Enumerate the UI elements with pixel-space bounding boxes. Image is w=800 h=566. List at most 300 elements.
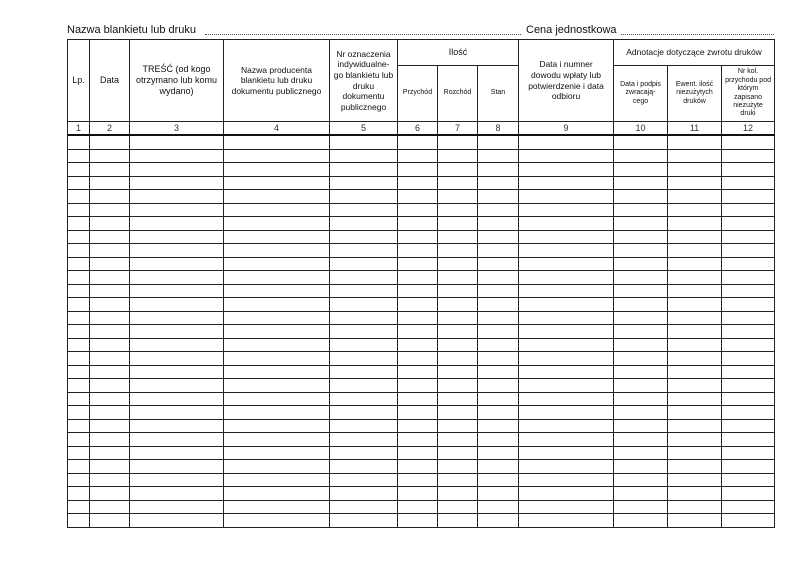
- table-cell[interactable]: [614, 149, 668, 163]
- table-cell[interactable]: [130, 284, 224, 298]
- table-cell[interactable]: [668, 433, 722, 447]
- table-cell[interactable]: [330, 514, 398, 528]
- table-cell[interactable]: [398, 433, 438, 447]
- table-cell[interactable]: [130, 217, 224, 231]
- table-cell[interactable]: [519, 433, 614, 447]
- table-cell[interactable]: [68, 406, 90, 420]
- table-cell[interactable]: [722, 392, 775, 406]
- table-cell[interactable]: [398, 338, 438, 352]
- table-cell[interactable]: [614, 244, 668, 258]
- table-cell[interactable]: [224, 257, 330, 271]
- table-cell[interactable]: [722, 149, 775, 163]
- table-cell[interactable]: [668, 203, 722, 217]
- table-cell[interactable]: [90, 244, 130, 258]
- table-cell[interactable]: [519, 149, 614, 163]
- table-cell[interactable]: [614, 176, 668, 190]
- table-cell[interactable]: [438, 392, 478, 406]
- table-cell[interactable]: [438, 446, 478, 460]
- table-cell[interactable]: [398, 135, 438, 149]
- table-cell[interactable]: [438, 257, 478, 271]
- table-cell[interactable]: [478, 352, 519, 366]
- table-cell[interactable]: [398, 352, 438, 366]
- table-cell[interactable]: [668, 338, 722, 352]
- table-cell[interactable]: [68, 203, 90, 217]
- table-cell[interactable]: [68, 149, 90, 163]
- table-cell[interactable]: [614, 135, 668, 149]
- table-cell[interactable]: [224, 298, 330, 312]
- table-cell[interactable]: [519, 163, 614, 177]
- table-cell[interactable]: [668, 217, 722, 231]
- table-cell[interactable]: [438, 433, 478, 447]
- table-cell[interactable]: [519, 514, 614, 528]
- table-cell[interactable]: [90, 500, 130, 514]
- table-cell[interactable]: [722, 298, 775, 312]
- table-cell[interactable]: [478, 244, 519, 258]
- table-cell[interactable]: [668, 500, 722, 514]
- table-cell[interactable]: [438, 298, 478, 312]
- table-cell[interactable]: [722, 325, 775, 339]
- table-cell[interactable]: [722, 487, 775, 501]
- table-cell[interactable]: [398, 500, 438, 514]
- table-cell[interactable]: [330, 176, 398, 190]
- table-cell[interactable]: [722, 473, 775, 487]
- table-cell[interactable]: [478, 500, 519, 514]
- table-cell[interactable]: [614, 446, 668, 460]
- table-cell[interactable]: [668, 460, 722, 474]
- table-cell[interactable]: [478, 446, 519, 460]
- table-cell[interactable]: [224, 379, 330, 393]
- table-cell[interactable]: [330, 446, 398, 460]
- table-cell[interactable]: [130, 460, 224, 474]
- table-cell[interactable]: [519, 284, 614, 298]
- table-cell[interactable]: [68, 271, 90, 285]
- table-cell[interactable]: [90, 176, 130, 190]
- table-cell[interactable]: [68, 176, 90, 190]
- table-cell[interactable]: [668, 446, 722, 460]
- table-cell[interactable]: [478, 298, 519, 312]
- table-cell[interactable]: [130, 176, 224, 190]
- table-cell[interactable]: [224, 514, 330, 528]
- table-cell[interactable]: [614, 352, 668, 366]
- table-cell[interactable]: [224, 203, 330, 217]
- table-cell[interactable]: [519, 135, 614, 149]
- table-cell[interactable]: [668, 473, 722, 487]
- table-cell[interactable]: [330, 284, 398, 298]
- table-cell[interactable]: [478, 217, 519, 231]
- table-cell[interactable]: [519, 406, 614, 420]
- table-cell[interactable]: [398, 190, 438, 204]
- table-cell[interactable]: [478, 149, 519, 163]
- table-cell[interactable]: [614, 460, 668, 474]
- table-cell[interactable]: [68, 325, 90, 339]
- table-cell[interactable]: [90, 352, 130, 366]
- table-cell[interactable]: [330, 298, 398, 312]
- table-cell[interactable]: [478, 257, 519, 271]
- table-cell[interactable]: [330, 419, 398, 433]
- table-cell[interactable]: [478, 203, 519, 217]
- table-cell[interactable]: [614, 419, 668, 433]
- table-cell[interactable]: [519, 419, 614, 433]
- table-cell[interactable]: [224, 190, 330, 204]
- table-cell[interactable]: [130, 473, 224, 487]
- table-cell[interactable]: [722, 352, 775, 366]
- table-cell[interactable]: [68, 163, 90, 177]
- table-cell[interactable]: [478, 406, 519, 420]
- table-cell[interactable]: [722, 514, 775, 528]
- table-cell[interactable]: [330, 392, 398, 406]
- table-cell[interactable]: [130, 311, 224, 325]
- table-cell[interactable]: [668, 419, 722, 433]
- table-cell[interactable]: [519, 271, 614, 285]
- table-cell[interactable]: [614, 500, 668, 514]
- table-cell[interactable]: [90, 203, 130, 217]
- table-cell[interactable]: [224, 406, 330, 420]
- table-cell[interactable]: [224, 473, 330, 487]
- table-cell[interactable]: [398, 487, 438, 501]
- table-cell[interactable]: [90, 149, 130, 163]
- table-cell[interactable]: [668, 406, 722, 420]
- table-cell[interactable]: [438, 244, 478, 258]
- table-cell[interactable]: [68, 135, 90, 149]
- table-cell[interactable]: [68, 500, 90, 514]
- table-cell[interactable]: [438, 473, 478, 487]
- table-cell[interactable]: [90, 135, 130, 149]
- table-cell[interactable]: [478, 163, 519, 177]
- table-cell[interactable]: [722, 271, 775, 285]
- table-cell[interactable]: [438, 311, 478, 325]
- table-cell[interactable]: [519, 392, 614, 406]
- table-cell[interactable]: [398, 514, 438, 528]
- table-cell[interactable]: [438, 135, 478, 149]
- table-cell[interactable]: [438, 176, 478, 190]
- table-cell[interactable]: [438, 514, 478, 528]
- table-cell[interactable]: [224, 392, 330, 406]
- table-cell[interactable]: [668, 163, 722, 177]
- table-cell[interactable]: [668, 230, 722, 244]
- table-cell[interactable]: [478, 514, 519, 528]
- table-cell[interactable]: [90, 406, 130, 420]
- table-cell[interactable]: [90, 217, 130, 231]
- table-cell[interactable]: [722, 433, 775, 447]
- table-cell[interactable]: [130, 257, 224, 271]
- table-cell[interactable]: [130, 338, 224, 352]
- table-cell[interactable]: [614, 284, 668, 298]
- table-cell[interactable]: [68, 217, 90, 231]
- table-cell[interactable]: [722, 460, 775, 474]
- table-cell[interactable]: [438, 325, 478, 339]
- table-cell[interactable]: [130, 325, 224, 339]
- table-cell[interactable]: [398, 176, 438, 190]
- table-cell[interactable]: [130, 433, 224, 447]
- table-cell[interactable]: [438, 203, 478, 217]
- table-cell[interactable]: [398, 460, 438, 474]
- table-cell[interactable]: [330, 311, 398, 325]
- table-cell[interactable]: [519, 446, 614, 460]
- table-cell[interactable]: [398, 149, 438, 163]
- table-cell[interactable]: [224, 244, 330, 258]
- table-cell[interactable]: [519, 203, 614, 217]
- table-cell[interactable]: [438, 352, 478, 366]
- table-cell[interactable]: [224, 487, 330, 501]
- table-cell[interactable]: [614, 473, 668, 487]
- table-cell[interactable]: [614, 190, 668, 204]
- table-cell[interactable]: [398, 257, 438, 271]
- table-cell[interactable]: [330, 244, 398, 258]
- table-cell[interactable]: [614, 217, 668, 231]
- table-cell[interactable]: [614, 203, 668, 217]
- table-cell[interactable]: [668, 284, 722, 298]
- table-cell[interactable]: [668, 149, 722, 163]
- table-cell[interactable]: [68, 433, 90, 447]
- table-cell[interactable]: [330, 352, 398, 366]
- table-cell[interactable]: [90, 419, 130, 433]
- table-cell[interactable]: [668, 352, 722, 366]
- table-cell[interactable]: [224, 135, 330, 149]
- table-cell[interactable]: [130, 446, 224, 460]
- table-cell[interactable]: [224, 176, 330, 190]
- table-cell[interactable]: [68, 487, 90, 501]
- table-cell[interactable]: [398, 230, 438, 244]
- table-cell[interactable]: [68, 190, 90, 204]
- table-cell[interactable]: [330, 406, 398, 420]
- table-cell[interactable]: [330, 460, 398, 474]
- table-cell[interactable]: [398, 203, 438, 217]
- table-cell[interactable]: [90, 473, 130, 487]
- table-cell[interactable]: [668, 487, 722, 501]
- table-cell[interactable]: [130, 230, 224, 244]
- table-cell[interactable]: [478, 271, 519, 285]
- table-cell[interactable]: [722, 217, 775, 231]
- table-cell[interactable]: [519, 244, 614, 258]
- table-cell[interactable]: [668, 176, 722, 190]
- table-cell[interactable]: [330, 365, 398, 379]
- table-cell[interactable]: [130, 190, 224, 204]
- table-cell[interactable]: [130, 514, 224, 528]
- table-cell[interactable]: [224, 311, 330, 325]
- table-cell[interactable]: [478, 379, 519, 393]
- table-cell[interactable]: [224, 460, 330, 474]
- table-cell[interactable]: [398, 284, 438, 298]
- table-cell[interactable]: [519, 338, 614, 352]
- table-cell[interactable]: [90, 446, 130, 460]
- table-cell[interactable]: [90, 433, 130, 447]
- table-cell[interactable]: [68, 365, 90, 379]
- table-cell[interactable]: [130, 149, 224, 163]
- table-cell[interactable]: [438, 271, 478, 285]
- table-cell[interactable]: [519, 257, 614, 271]
- table-cell[interactable]: [438, 406, 478, 420]
- table-cell[interactable]: [224, 419, 330, 433]
- table-cell[interactable]: [478, 338, 519, 352]
- table-cell[interactable]: [224, 446, 330, 460]
- table-cell[interactable]: [130, 365, 224, 379]
- table-cell[interactable]: [614, 271, 668, 285]
- table-cell[interactable]: [90, 298, 130, 312]
- table-cell[interactable]: [224, 325, 330, 339]
- table-cell[interactable]: [224, 271, 330, 285]
- table-cell[interactable]: [90, 311, 130, 325]
- table-cell[interactable]: [130, 135, 224, 149]
- table-cell[interactable]: [519, 311, 614, 325]
- table-cell[interactable]: [68, 284, 90, 298]
- table-cell[interactable]: [224, 365, 330, 379]
- table-cell[interactable]: [68, 514, 90, 528]
- table-cell[interactable]: [90, 487, 130, 501]
- table-cell[interactable]: [224, 149, 330, 163]
- table-cell[interactable]: [398, 446, 438, 460]
- table-cell[interactable]: [90, 271, 130, 285]
- table-cell[interactable]: [519, 217, 614, 231]
- table-cell[interactable]: [330, 271, 398, 285]
- table-cell[interactable]: [90, 379, 130, 393]
- table-cell[interactable]: [130, 244, 224, 258]
- table-cell[interactable]: [668, 257, 722, 271]
- table-cell[interactable]: [614, 338, 668, 352]
- table-cell[interactable]: [438, 230, 478, 244]
- table-cell[interactable]: [438, 284, 478, 298]
- table-cell[interactable]: [722, 135, 775, 149]
- table-cell[interactable]: [668, 298, 722, 312]
- table-cell[interactable]: [722, 203, 775, 217]
- table-cell[interactable]: [722, 176, 775, 190]
- table-cell[interactable]: [478, 190, 519, 204]
- table-cell[interactable]: [330, 135, 398, 149]
- table-cell[interactable]: [478, 392, 519, 406]
- table-cell[interactable]: [90, 190, 130, 204]
- table-cell[interactable]: [519, 365, 614, 379]
- table-cell[interactable]: [330, 230, 398, 244]
- table-cell[interactable]: [722, 379, 775, 393]
- table-cell[interactable]: [722, 311, 775, 325]
- table-cell[interactable]: [130, 500, 224, 514]
- table-cell[interactable]: [90, 338, 130, 352]
- table-cell[interactable]: [614, 163, 668, 177]
- table-cell[interactable]: [330, 433, 398, 447]
- table-cell[interactable]: [478, 135, 519, 149]
- table-cell[interactable]: [68, 244, 90, 258]
- table-cell[interactable]: [68, 473, 90, 487]
- table-cell[interactable]: [398, 392, 438, 406]
- table-cell[interactable]: [68, 446, 90, 460]
- table-cell[interactable]: [438, 379, 478, 393]
- table-cell[interactable]: [614, 257, 668, 271]
- table-cell[interactable]: [330, 163, 398, 177]
- table-cell[interactable]: [224, 163, 330, 177]
- table-cell[interactable]: [722, 419, 775, 433]
- table-cell[interactable]: [330, 379, 398, 393]
- table-cell[interactable]: [90, 284, 130, 298]
- table-cell[interactable]: [438, 500, 478, 514]
- table-cell[interactable]: [438, 338, 478, 352]
- table-cell[interactable]: [438, 460, 478, 474]
- table-cell[interactable]: [668, 190, 722, 204]
- table-cell[interactable]: [438, 217, 478, 231]
- table-cell[interactable]: [130, 406, 224, 420]
- table-cell[interactable]: [224, 352, 330, 366]
- table-cell[interactable]: [668, 244, 722, 258]
- table-cell[interactable]: [519, 190, 614, 204]
- table-cell[interactable]: [478, 365, 519, 379]
- table-cell[interactable]: [68, 392, 90, 406]
- table-cell[interactable]: [478, 311, 519, 325]
- table-cell[interactable]: [668, 311, 722, 325]
- table-cell[interactable]: [330, 487, 398, 501]
- table-cell[interactable]: [330, 203, 398, 217]
- table-cell[interactable]: [668, 135, 722, 149]
- table-cell[interactable]: [519, 298, 614, 312]
- table-cell[interactable]: [438, 149, 478, 163]
- table-cell[interactable]: [614, 311, 668, 325]
- table-cell[interactable]: [398, 244, 438, 258]
- table-cell[interactable]: [224, 217, 330, 231]
- table-cell[interactable]: [668, 271, 722, 285]
- table-cell[interactable]: [90, 163, 130, 177]
- table-cell[interactable]: [478, 473, 519, 487]
- table-cell[interactable]: [130, 203, 224, 217]
- table-cell[interactable]: [330, 500, 398, 514]
- table-cell[interactable]: [614, 379, 668, 393]
- table-cell[interactable]: [330, 473, 398, 487]
- table-cell[interactable]: [668, 514, 722, 528]
- table-cell[interactable]: [519, 487, 614, 501]
- table-cell[interactable]: [130, 271, 224, 285]
- table-cell[interactable]: [668, 365, 722, 379]
- table-cell[interactable]: [68, 419, 90, 433]
- table-cell[interactable]: [398, 419, 438, 433]
- table-cell[interactable]: [438, 365, 478, 379]
- table-cell[interactable]: [722, 190, 775, 204]
- table-cell[interactable]: [224, 500, 330, 514]
- table-cell[interactable]: [90, 514, 130, 528]
- table-cell[interactable]: [68, 230, 90, 244]
- table-cell[interactable]: [668, 379, 722, 393]
- table-cell[interactable]: [398, 473, 438, 487]
- table-cell[interactable]: [130, 352, 224, 366]
- table-cell[interactable]: [398, 365, 438, 379]
- table-cell[interactable]: [614, 487, 668, 501]
- table-cell[interactable]: [722, 284, 775, 298]
- table-cell[interactable]: [330, 149, 398, 163]
- table-cell[interactable]: [68, 352, 90, 366]
- table-cell[interactable]: [478, 460, 519, 474]
- table-cell[interactable]: [614, 298, 668, 312]
- table-cell[interactable]: [478, 176, 519, 190]
- table-cell[interactable]: [224, 338, 330, 352]
- table-cell[interactable]: [478, 419, 519, 433]
- table-cell[interactable]: [130, 419, 224, 433]
- table-cell[interactable]: [398, 271, 438, 285]
- table-cell[interactable]: [519, 230, 614, 244]
- table-cell[interactable]: [68, 311, 90, 325]
- table-cell[interactable]: [614, 325, 668, 339]
- table-cell[interactable]: [68, 298, 90, 312]
- table-cell[interactable]: [438, 419, 478, 433]
- table-cell[interactable]: [90, 325, 130, 339]
- table-cell[interactable]: [130, 487, 224, 501]
- table-cell[interactable]: [478, 487, 519, 501]
- table-cell[interactable]: [722, 257, 775, 271]
- blank-name-field[interactable]: [205, 34, 521, 35]
- table-cell[interactable]: [90, 230, 130, 244]
- table-cell[interactable]: [398, 379, 438, 393]
- table-cell[interactable]: [398, 406, 438, 420]
- table-cell[interactable]: [614, 514, 668, 528]
- table-cell[interactable]: [224, 433, 330, 447]
- table-cell[interactable]: [90, 365, 130, 379]
- table-cell[interactable]: [722, 365, 775, 379]
- table-cell[interactable]: [90, 392, 130, 406]
- table-cell[interactable]: [330, 190, 398, 204]
